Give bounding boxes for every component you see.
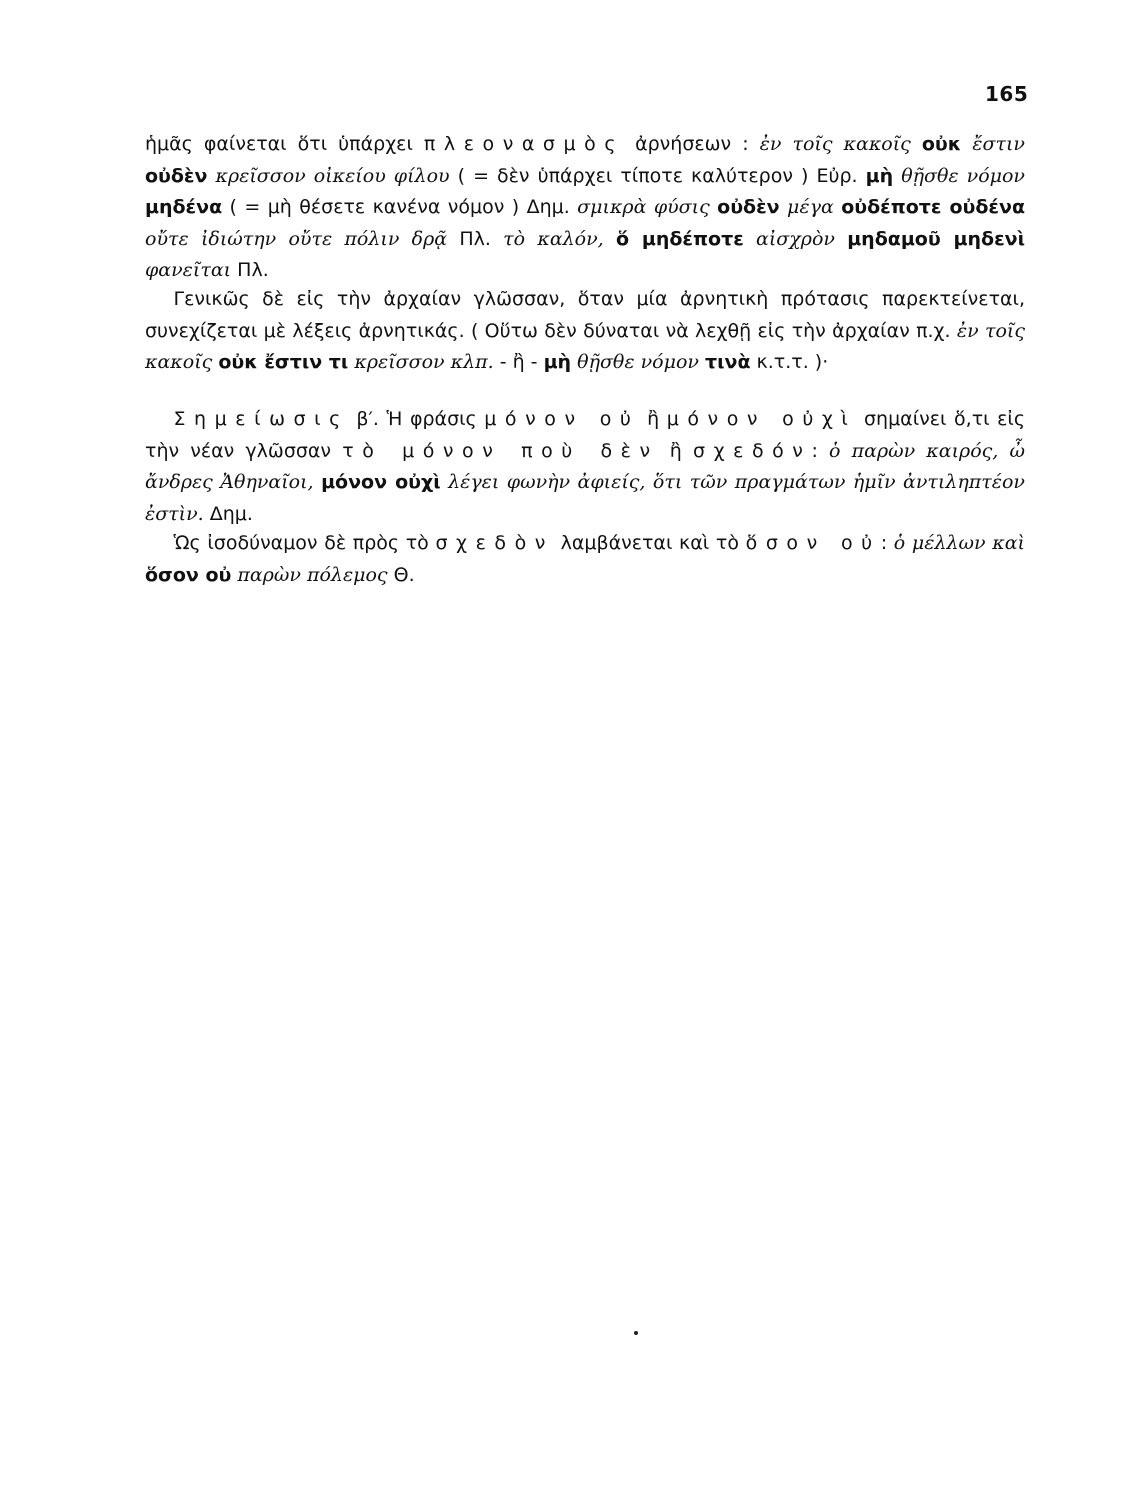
text-run: Γενικῶς δὲ εἰς τὴν ἀρχαίαν γλῶσσαν, ὅταν μία ἀρνητικὴ πρότασις παρεκτείνεται, συνεχίζεται μὲ λέξεις ἀρνητικάς. ( Οὕτω δὲν δύναται νὰ λεχθῇ εἰς τὴν ἀρχαίαν π.χ.: [145, 288, 1025, 342]
text-run: Δημ.: [203, 502, 253, 525]
space: [314, 471, 321, 493]
space: [604, 228, 616, 250]
text-run: λαμβάνεται καὶ τὸ: [553, 532, 746, 554]
text-run: - ἢ -: [493, 351, 544, 373]
text-run: :: [880, 532, 894, 554]
italic-quote: ἔστιν: [972, 133, 1025, 155]
space: [835, 228, 847, 250]
text-run: Πλ.: [231, 259, 269, 281]
text-run: ἢ: [658, 439, 694, 462]
italic-quote: παρὼν πόλεμος: [237, 563, 388, 586]
space: [780, 196, 787, 218]
spaced-term: μόνον οὐ: [484, 408, 640, 430]
italic-quote: ἐν τοῖς κακοῖς: [145, 319, 1025, 373]
italic-quote: θῇσθε νόμον: [577, 351, 699, 373]
italic-quote: ἐν τοῖς κακοῖς: [759, 133, 911, 155]
italic-quote: μέγα: [787, 196, 834, 218]
paragraph-hoson-ou: [145, 528, 1025, 591]
spaced-term: σχεδὸν: [435, 532, 554, 554]
spaced-term: πλεονασμὸς: [423, 133, 625, 155]
italic-quote: ὁ παρὼν καιρός, ὦ ἄνδρες Ἀθηναῖοι,: [145, 439, 1025, 493]
spaced-term: σχεδόν: [693, 439, 812, 462]
italic-quote: αἰσχρὸν: [756, 227, 835, 250]
italic-quote: κρεῖσσον οἰκείου φίλου: [215, 164, 450, 187]
text-run: Πλ.: [447, 227, 504, 250]
bold-negation: μὴ: [865, 164, 894, 187]
text-run: κ.τ.τ. )·: [750, 351, 829, 373]
text-run: :: [811, 439, 830, 462]
bold-negation: ὅσον οὐ: [145, 563, 232, 586]
italic-quote: ὁ μέλλων καὶ: [893, 532, 1025, 554]
spaced-term: μόνον οὐχὶ: [666, 408, 857, 430]
text-run: ἢ: [639, 408, 667, 430]
text-run: Θ.: [387, 563, 415, 586]
bold-negation: οὐδὲν: [717, 196, 780, 218]
text-run: ( = δὲν ὑπάρχει τίποτε καλύτερον ) Εὐρ.: [449, 164, 866, 187]
italic-quote: σμικρὰ φύσις: [577, 196, 710, 218]
bold-negation: μὴ: [543, 351, 572, 373]
italic-quote: κρεῖσσον κλπ.: [354, 351, 494, 373]
text-run: ( = μὴ θέσετε κανένα νόμον ) Δημ.: [222, 196, 578, 218]
page-number: 165: [985, 82, 1029, 106]
italic-quote: φανεῖται: [145, 259, 232, 281]
space: [893, 165, 901, 187]
space: [207, 165, 215, 187]
spaced-term: τὸ μόνον ποὺ δὲν: [342, 439, 659, 462]
space: [911, 133, 922, 155]
bold-negation: τινὰ: [704, 351, 751, 373]
bold-negation: οὐκ ἔστιν τι: [218, 351, 349, 373]
text-run: ἀρνήσεων :: [624, 133, 760, 155]
italic-quote: τὸ καλόν,: [503, 227, 604, 250]
paragraph-note-beta: [145, 404, 1025, 530]
bold-negation: μηδαμοῦ μηδενὶ: [847, 227, 1025, 250]
text-run: ἡμᾶς φαίνεται ὅτι ὑπάρχει: [145, 133, 424, 155]
stray-mark: [634, 1331, 638, 1335]
text-run: β′. Ἡ φράσις: [348, 408, 485, 430]
space: [961, 133, 972, 155]
italic-quote: λέγει φωνὴν ἀφιείς, ὅτι τῶν πραγμάτων ἡμῖν ἀντιληπτέον ἐστὶν.: [145, 471, 1025, 525]
text-run: Ὡς ἰσοδύναμον δὲ πρὸς τὸ: [173, 532, 436, 554]
italic-quote: θῇσθε νόμον: [901, 164, 1025, 187]
bold-negation: ὅ μηδέποτε: [615, 227, 744, 250]
italic-quote: οὔτε ἰδιώτην οὔτε πόλιν δρᾷ: [145, 227, 448, 250]
spaced-term: Σημείωσις: [173, 408, 349, 430]
bold-negation: οὐδὲν: [145, 164, 208, 187]
paragraph-pleonasm-examples: [145, 129, 1025, 287]
paragraph-general-rule: [145, 284, 1025, 379]
text-run: σημαίνει ὅ,τι εἰς τὴν νέαν γλῶσσαν: [145, 408, 1025, 462]
spaced-term: ὅσον οὐ: [745, 532, 881, 554]
bold-negation: οὐδέποτε οὐδένα: [841, 196, 1026, 218]
bold-negation: μόνον οὐχὶ: [321, 471, 441, 493]
bold-negation: μηδένα: [145, 196, 223, 218]
bold-negation: οὐκ: [921, 133, 962, 155]
space: [744, 228, 756, 250]
space: [441, 471, 448, 493]
